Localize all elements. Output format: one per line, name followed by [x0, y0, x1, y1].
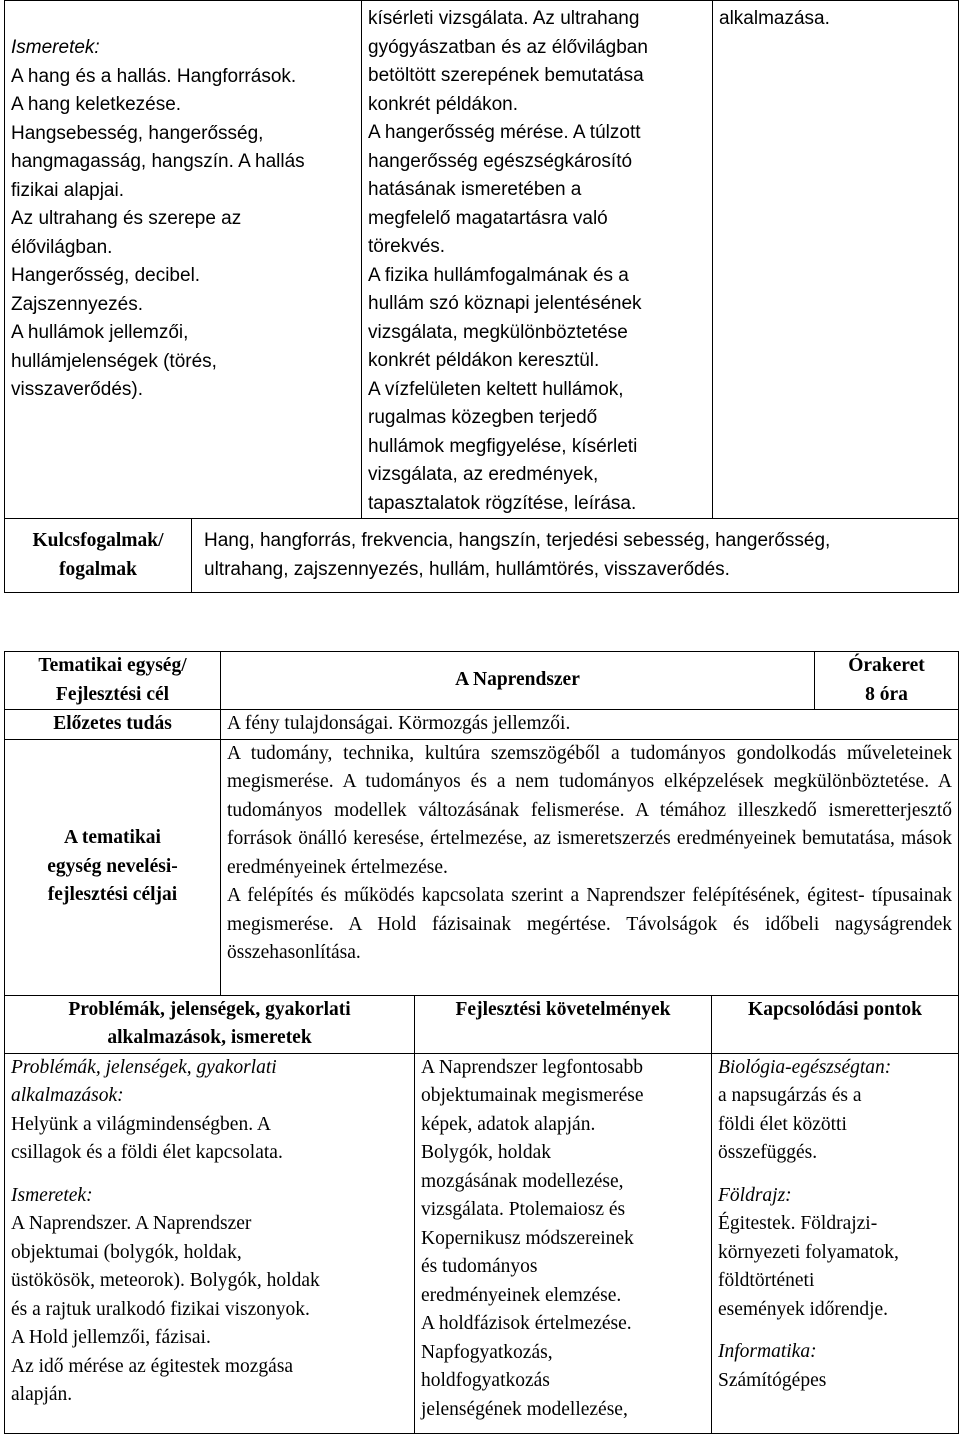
unit-knowledge-line: alapján.: [11, 1384, 73, 1405]
geography-label: Földrajz:: [718, 1184, 792, 1206]
knowledge-line: Hangerősség, decibel.: [11, 265, 201, 286]
requirements-line: gyógyászatban és az élővilágban: [368, 36, 648, 58]
requirements-line: A vízfelületen keltett hullámok,: [368, 378, 624, 400]
knowledge-line: hangmagasság, hangszín. A hallás: [11, 151, 305, 172]
unit-label-line2: Fejlesztési cél: [55, 683, 170, 705]
hours-value: 8 óra: [865, 683, 908, 705]
unit-requirements-line: Bolygók, holdak: [421, 1142, 551, 1163]
unit-requirements-lines: [421, 1054, 705, 1425]
goals-label-line2: egység nevelési-: [47, 855, 178, 877]
problems-cell: [5, 1053, 415, 1433]
unit-knowledge-heading: Ismeretek:: [11, 1184, 93, 1206]
unit-title: A Naprendszer: [221, 652, 815, 710]
top-table: [4, 0, 959, 593]
goals-label-line1: A tematikai: [64, 827, 161, 849]
goals-text: [221, 739, 959, 995]
unit-knowledge-line: és a rajtuk uralkodó fizikai viszonyok.: [11, 1298, 310, 1320]
unit-requirements-line: vizsgálata. Ptolemaiosz és: [421, 1199, 626, 1220]
problems-heading-2: alkalmazások:: [11, 1085, 124, 1106]
requirements-line: betöltött szerepének bemutatása: [368, 65, 644, 86]
unit-requirements-line: eredményeinek elemzése.: [421, 1284, 622, 1306]
unit-requirements-line: mozgásának modellezése,: [421, 1170, 624, 1192]
requirements-line: hullámok megfigyelése, kísérleti: [368, 435, 638, 457]
requirements-line: A fizika hullámfogalmának és a: [368, 264, 629, 286]
requirements-line: hullám szó köznapi jelentésének: [368, 293, 642, 314]
knowledge-line: Hangsebesség, hangerősség,: [11, 122, 264, 144]
spacer: [718, 1324, 952, 1338]
biology-lines: [718, 1082, 952, 1168]
knowledge-lines: [11, 63, 355, 405]
unit-table: [4, 651, 959, 1434]
unit-requirements-line: A holdfázisok értelmezése.: [421, 1313, 632, 1334]
unit-connections-cell: [712, 1053, 959, 1433]
hours-label: Órakeret: [848, 655, 925, 676]
requirements-line: tapasztalatok rögzítése, leírása.: [368, 492, 637, 514]
informatics-line: Számítógépes: [718, 1369, 827, 1391]
problems-header: [5, 995, 415, 1053]
prior-knowledge-text: A fény tulajdonságai. Körmozgás jellemzői.: [221, 710, 959, 740]
knowledge-line: A hang és a hallás. Hangforrások.: [11, 65, 297, 87]
unit-knowledge-line: A Naprendszer. A Naprendszer: [11, 1213, 252, 1234]
unit-requirements-line: A Naprendszer legfontosabb: [421, 1056, 644, 1078]
requirements-line: rugalmas közegben terjedő: [368, 407, 598, 428]
requirements-line: megfelelő magatartásra való: [368, 207, 608, 229]
unit-knowledge-lines: [11, 1210, 408, 1410]
prior-knowledge-label: Előzetes tudás: [5, 710, 221, 740]
biology-line: földi élet közötti: [718, 1113, 847, 1135]
hours-cell: [815, 652, 959, 710]
problems-header-line2: alkalmazások, ismeretek: [107, 1027, 312, 1048]
key-concepts-label-line2: fogalmak: [59, 558, 137, 580]
unit-requirements-line: képek, adatok alapján.: [421, 1113, 596, 1135]
requirements-line: konkrét példákon.: [368, 93, 518, 115]
geography-line: Égitestek. Földrajzi-: [718, 1213, 878, 1234]
knowledge-line: fizikai alapjai.: [11, 179, 124, 201]
unit-requirements-line: Kopernikusz módszereinek: [421, 1227, 634, 1249]
knowledge-cell: [5, 1, 362, 519]
requirements-line: konkrét példákon keresztül.: [368, 350, 600, 371]
connections-header: Kapcsolódási pontok: [712, 995, 959, 1053]
unit-label: [5, 652, 221, 710]
goals-label-line3: fejlesztési céljai: [47, 884, 178, 906]
requirements-line: A hangerősség mérése. A túlzott: [368, 122, 641, 143]
biology-line: a napsugárzás és a: [718, 1085, 862, 1106]
spacer: [718, 1168, 952, 1182]
key-concepts-text: [192, 519, 959, 593]
requirements-lines: [368, 5, 706, 518]
problems-text-line2: csillagok és a földi élet kapcsolata.: [11, 1142, 283, 1163]
biology-label: Biológia-egészségtan:: [718, 1056, 892, 1078]
geography-lines: [718, 1210, 952, 1324]
geography-line: események időrendje.: [718, 1298, 889, 1320]
key-concepts-line2: ultrahang, zajszennyezés, hullám, hullámtörés, visszaverődés.: [204, 558, 730, 580]
requirements-line: hangerősség egészségkárosító: [368, 150, 633, 172]
knowledge-line: Az ultrahang és szerepe az: [11, 208, 242, 229]
requirements-line: törekvés.: [368, 236, 446, 257]
knowledge-line: Zajszennyezés.: [11, 293, 144, 315]
key-concepts-label: [5, 519, 192, 593]
requirements-line: vizsgálata, megkülönböztetése: [368, 321, 628, 343]
unit-knowledge-line: Az idő mérése az égitestek mozgása: [11, 1355, 294, 1377]
requirements-line: vizsgálata, az eredmények,: [368, 464, 599, 485]
knowledge-line: A hullámok jellemzői,: [11, 322, 189, 343]
requirements-line: hatásának ismeretében a: [368, 179, 582, 200]
biology-line: összefüggés.: [718, 1142, 818, 1163]
spacer: [11, 1168, 408, 1182]
key-concepts-line1: Hang, hangforrás, frekvencia, hangszín, terjedési sebesség, hangerősség,: [204, 530, 831, 551]
unit-requirements-line: és tudományos: [421, 1256, 538, 1277]
unit-knowledge-line: objektumai (bolygók, holdak,: [11, 1241, 242, 1263]
unit-requirements-cell: [415, 1053, 712, 1433]
unit-requirements-line: holdfogyatkozás: [421, 1370, 550, 1391]
unit-requirements-line: Napfogyatkozás,: [421, 1341, 553, 1363]
geography-line: környezeti folyamatok,: [718, 1241, 899, 1263]
problems-heading: Problémák, jelenségek, gyakorlati: [11, 1056, 277, 1078]
key-concepts-label-line1: Kulcsfogalmak/: [32, 530, 164, 551]
unit-label-line1: Tematikai egység/: [38, 655, 187, 676]
goals-label: [5, 739, 221, 995]
connections-cell: [713, 1, 959, 519]
goals-paragraph-1: A tudomány, technika, kultúra szemszögéből a tudományos gondolkodás műveleteinek megismerése. A tudományos és a nem tudományos elképzelések megkülönböztetése. A tudományos modellek változásának felismerése. A témához illeszkedő ismeretterjesztő források önálló keresése, értelmezése, az ismeretszerzés eredményeinek bemutatása, mások eredményeinek értelmezése.: [227, 742, 952, 878]
connections-text: alkalmazása.: [719, 8, 830, 29]
goals-paragraph-2: A felépítés és működés kapcsolata szerint a Naprendszer felépítésének, égitest- típusainak megismerése. A Hold fázisainak megértése. Távolságok és időbeli nagyságrendek összehasonlítása.: [227, 885, 952, 963]
problems-text-line1: Helyünk a világmindenségben. A: [11, 1113, 271, 1135]
requirements-line: kísérleti vizsgálata. Az ultrahang: [368, 8, 640, 29]
informatics-label: Informatika:: [718, 1341, 817, 1362]
knowledge-line: élővilágban.: [11, 236, 113, 258]
geography-line: földtörténeti: [718, 1270, 815, 1291]
unit-knowledge-line: A Hold jellemzői, fázisai.: [11, 1327, 211, 1348]
unit-knowledge-line: üstökösök, meteorok). Bolygók, holdak: [11, 1270, 320, 1291]
unit-requirements-line: jelenségének modellezése,: [421, 1398, 628, 1420]
knowledge-line: A hang keletkezése.: [11, 94, 182, 115]
unit-requirements-line: objektumainak megismerése: [421, 1085, 644, 1106]
knowledge-line: visszaverődés).: [11, 379, 143, 400]
problems-header-line1: Problémák, jelenségek, gyakorlati: [68, 998, 351, 1020]
requirements-cell: [362, 1, 713, 519]
knowledge-heading: Ismeretek:: [11, 37, 100, 58]
requirements-header: Fejlesztési követelmények: [415, 995, 712, 1053]
knowledge-line: hullámjelenségek (törés,: [11, 350, 217, 372]
